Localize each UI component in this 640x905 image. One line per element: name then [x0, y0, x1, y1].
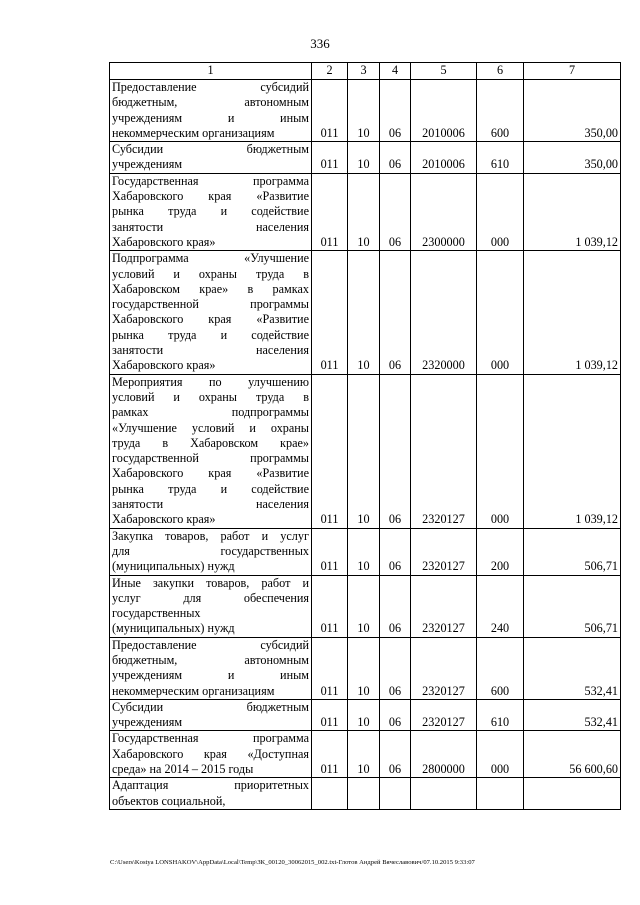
expense-type-cell: 600 — [477, 637, 524, 699]
subsection-code-cell: 06 — [380, 699, 411, 731]
row-name-line: Закупка товаров, работ и услуг — [112, 528, 309, 543]
section-code-cell: 10 — [348, 699, 380, 731]
header-cell: 7 — [524, 63, 621, 80]
ministry-code-cell: 011 — [312, 731, 348, 778]
amount-cell: 1 039,12 — [524, 173, 621, 250]
row-name-line: Мероприятия по улучшению — [112, 374, 309, 389]
subsection-code-cell: 06 — [380, 731, 411, 778]
amount-cell — [524, 778, 621, 810]
row-name-line: рынка труда и содействие — [112, 327, 309, 342]
amount-cell: 532,41 — [524, 637, 621, 699]
table-row — [110, 699, 621, 731]
subsection-code-cell: 06 — [380, 637, 411, 699]
target-article-cell: 2320127 — [411, 528, 477, 575]
row-name-line: государственной программы — [112, 297, 309, 312]
ministry-code-cell: 011 — [312, 637, 348, 699]
table-row — [110, 731, 621, 778]
section-code-cell: 10 — [348, 637, 380, 699]
row-name-line: некоммерческим организациям — [112, 125, 275, 140]
section-code-cell: 10 — [348, 173, 380, 250]
header-cell: 4 — [380, 63, 411, 80]
target-article-cell — [411, 778, 477, 810]
row-name-line: занятости населения — [112, 219, 309, 234]
ministry-code-cell: 011 — [312, 80, 348, 142]
row-name-cell — [110, 80, 312, 142]
expense-type-cell: 000 — [477, 173, 524, 250]
budget-table — [109, 62, 621, 810]
row-name-cell — [110, 575, 312, 637]
target-article-cell: 2320127 — [411, 374, 477, 528]
row-name-cell — [110, 778, 312, 810]
amount-cell: 506,71 — [524, 528, 621, 575]
expense-type-cell: 000 — [477, 731, 524, 778]
row-name-line: Государственная программа — [112, 173, 309, 188]
row-name-line: Субсидии бюджетным — [112, 142, 309, 157]
ministry-code-cell: 011 — [312, 575, 348, 637]
ministry-code-cell: 011 — [312, 142, 348, 174]
row-name-line: труда в Хабаровском крае» — [112, 435, 309, 450]
expense-type-cell: 200 — [477, 528, 524, 575]
expense-type-cell — [477, 778, 524, 810]
table-row — [110, 778, 621, 810]
row-name-line: бюджетным, автономным — [112, 95, 309, 110]
row-name-cell — [110, 528, 312, 575]
amount-cell: 1 039,12 — [524, 251, 621, 374]
table-row — [110, 637, 621, 699]
row-name-line: Субсидии бюджетным — [112, 699, 309, 714]
header-cell: 6 — [477, 63, 524, 80]
row-name-line: Подпрограмма «Улучшение — [112, 251, 309, 266]
subsection-code-cell: 06 — [380, 251, 411, 374]
row-name-cell — [110, 699, 312, 731]
row-name-line: рынка труда и содействие — [112, 481, 309, 496]
section-code-cell: 10 — [348, 142, 380, 174]
row-name-line: Хабаровского края» — [112, 358, 216, 373]
target-article-cell: 2320127 — [411, 699, 477, 731]
table-row — [110, 173, 621, 250]
row-name-line: Хабаровского края «Развитие — [112, 466, 309, 481]
row-name-line: Хабаровском крае» в рамках — [112, 281, 309, 296]
row-name-line: объектов социальной, — [112, 793, 226, 808]
table-row — [110, 374, 621, 528]
target-article-cell: 2300000 — [411, 173, 477, 250]
row-name-line: среда» на 2014 – 2015 годы — [112, 762, 254, 777]
file-path-footer: C:\Users\Kostya LONSHAKOV\AppData\Local\Temp\ЗК_00120_30062015_002.txt-Глотов Андрей Вячеславович/07.10.2015 9:33:07 — [110, 859, 475, 866]
row-name-cell — [110, 637, 312, 699]
row-name-line: Хабаровского края «Развитие — [112, 189, 309, 204]
table-row — [110, 575, 621, 637]
table-header-row — [110, 63, 621, 80]
target-article-cell: 2010006 — [411, 80, 477, 142]
header-cell: 2 — [312, 63, 348, 80]
page-number: 336 — [310, 36, 330, 51]
row-name-line: занятости населения — [112, 497, 309, 512]
row-name-line: учреждениям — [112, 715, 183, 730]
row-name-cell — [110, 731, 312, 778]
row-name-line: бюджетным, автономным — [112, 652, 309, 667]
row-name-line: занятости населения — [112, 343, 309, 358]
target-article-cell: 2320000 — [411, 251, 477, 374]
row-name-line: Адаптация приоритетных — [112, 778, 309, 793]
row-name-line: государственных — [112, 606, 201, 621]
row-name-line: учреждениям и иным — [112, 668, 309, 683]
expense-type-cell: 600 — [477, 80, 524, 142]
target-article-cell: 2800000 — [411, 731, 477, 778]
row-name-line: Хабаровского края «Развитие — [112, 312, 309, 327]
subsection-code-cell: 06 — [380, 173, 411, 250]
row-name-line: (муниципальных) нужд — [112, 559, 235, 574]
header-cell: 5 — [411, 63, 477, 80]
row-name-line: Предоставление субсидий — [112, 637, 309, 652]
section-code-cell: 10 — [348, 251, 380, 374]
amount-cell: 350,00 — [524, 80, 621, 142]
target-article-cell: 2320127 — [411, 575, 477, 637]
row-name-line: Хабаровского края «Доступная — [112, 746, 309, 761]
expense-type-cell: 610 — [477, 142, 524, 174]
subsection-code-cell — [380, 778, 411, 810]
row-name-cell — [110, 251, 312, 374]
row-name-line: Государственная программа — [112, 731, 309, 746]
ministry-code-cell — [312, 778, 348, 810]
ministry-code-cell: 011 — [312, 374, 348, 528]
row-name-line: (муниципальных) нужд — [112, 621, 235, 636]
expense-type-cell: 610 — [477, 699, 524, 731]
expense-type-cell: 000 — [477, 251, 524, 374]
header-cell: 1 — [110, 63, 312, 80]
section-code-cell: 10 — [348, 528, 380, 575]
row-name-line: учреждениям и иным — [112, 110, 309, 125]
row-name-line: для государственных — [112, 543, 309, 558]
section-code-cell: 10 — [348, 575, 380, 637]
ministry-code-cell: 011 — [312, 173, 348, 250]
row-name-line: рынка труда и содействие — [112, 204, 309, 219]
table-row — [110, 528, 621, 575]
subsection-code-cell: 06 — [380, 575, 411, 637]
row-name-line: условий и охраны труда в — [112, 389, 309, 404]
section-code-cell: 10 — [348, 80, 380, 142]
ministry-code-cell: 011 — [312, 699, 348, 731]
row-name-line: условий и охраны труда в — [112, 266, 309, 281]
amount-cell: 532,41 — [524, 699, 621, 731]
amount-cell: 1 039,12 — [524, 374, 621, 528]
table-row — [110, 142, 621, 174]
row-name-line: услуг для обеспечения — [112, 590, 309, 605]
target-article-cell: 2010006 — [411, 142, 477, 174]
row-name-cell — [110, 142, 312, 174]
ministry-code-cell: 011 — [312, 528, 348, 575]
row-name-line: Предоставление субсидий — [112, 80, 309, 94]
ministry-code-cell: 011 — [312, 251, 348, 374]
section-code-cell: 10 — [348, 374, 380, 528]
row-name-line: некоммерческим организациям — [112, 683, 275, 698]
row-name-cell — [110, 173, 312, 250]
header-cell: 3 — [348, 63, 380, 80]
subsection-code-cell: 06 — [380, 374, 411, 528]
row-name-line: учреждениям — [112, 157, 183, 172]
table-row — [110, 80, 621, 142]
row-name-line: Хабаровского края» — [112, 512, 216, 527]
row-name-line: государственной программы — [112, 451, 309, 466]
row-name-line: «Улучшение условий и охраны — [112, 420, 309, 435]
amount-cell: 350,00 — [524, 142, 621, 174]
expense-type-cell: 240 — [477, 575, 524, 637]
section-code-cell — [348, 778, 380, 810]
amount-cell: 56 600,60 — [524, 731, 621, 778]
table-row — [110, 251, 621, 374]
target-article-cell: 2320127 — [411, 637, 477, 699]
subsection-code-cell: 06 — [380, 528, 411, 575]
row-name-line: Хабаровского края» — [112, 234, 216, 249]
section-code-cell: 10 — [348, 731, 380, 778]
row-name-cell — [110, 374, 312, 528]
amount-cell: 506,71 — [524, 575, 621, 637]
subsection-code-cell: 06 — [380, 142, 411, 174]
expense-type-cell: 000 — [477, 374, 524, 528]
row-name-line: рамках подпрограммы — [112, 405, 309, 420]
row-name-line: Иные закупки товаров, работ и — [112, 575, 309, 590]
subsection-code-cell: 06 — [380, 80, 411, 142]
